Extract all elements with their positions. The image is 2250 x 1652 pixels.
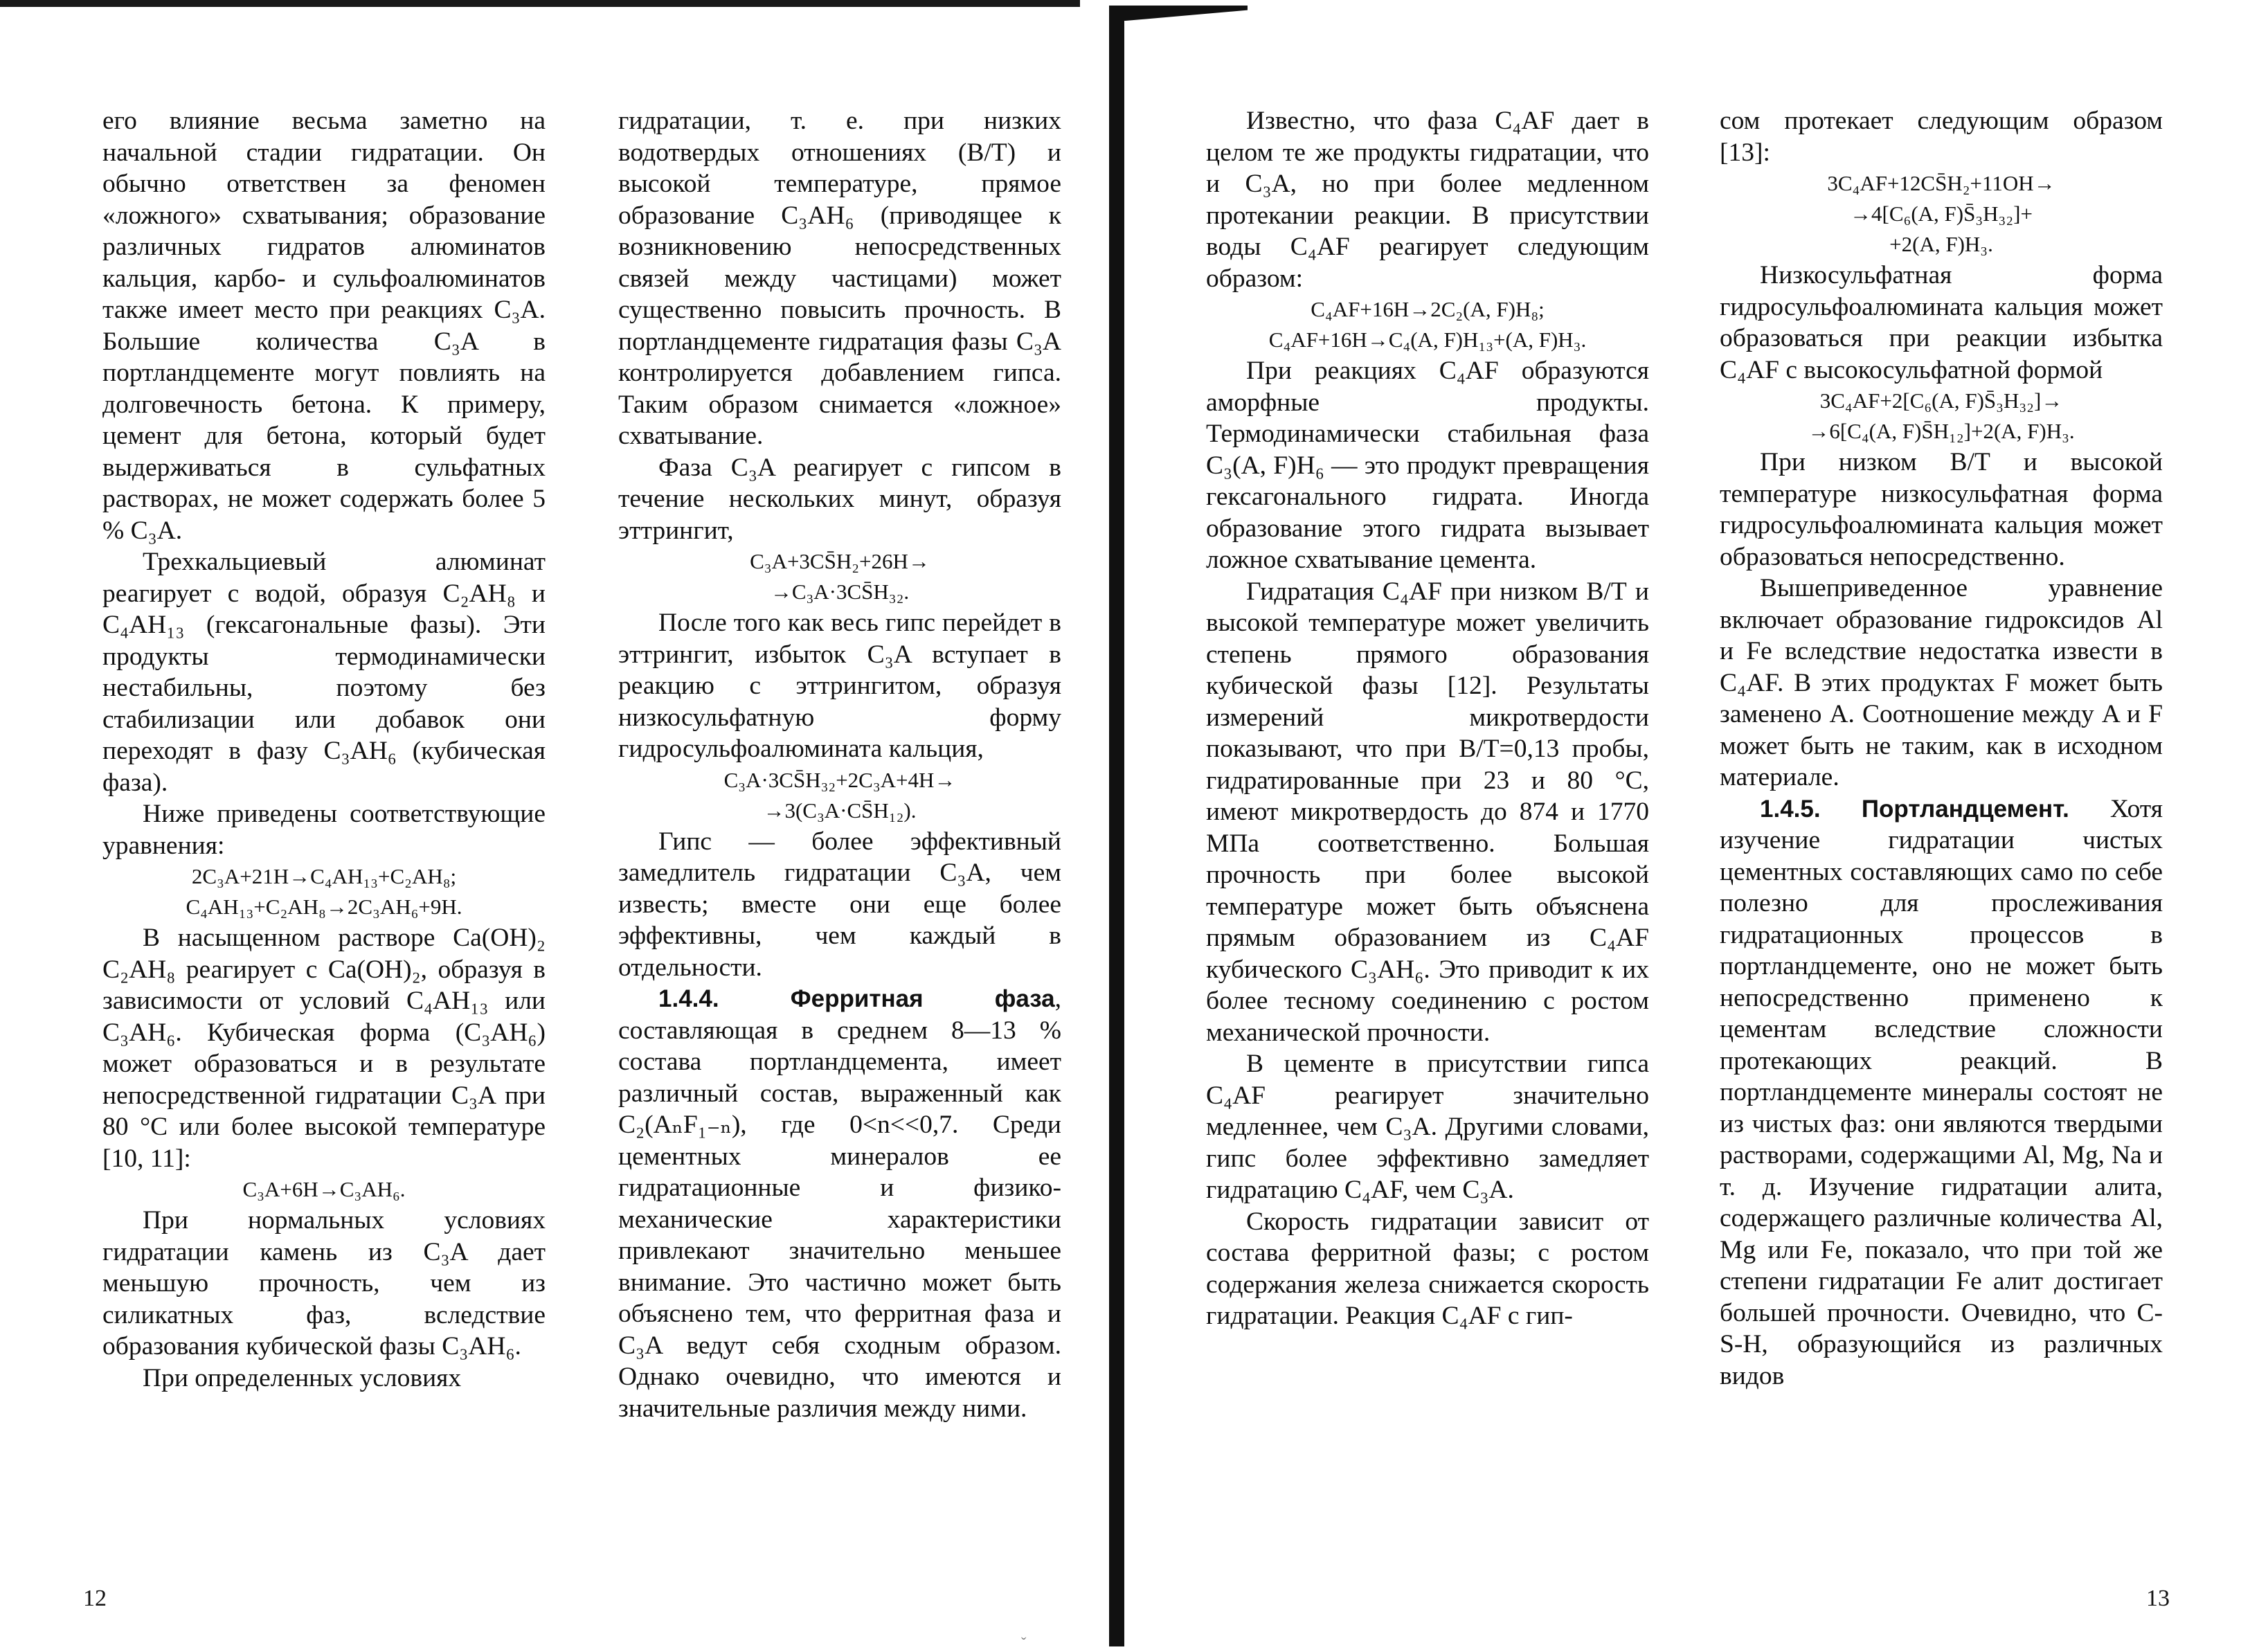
paragraph: При низком В/Т и высокой температуре низкосульфатная форма гидросульфоалюмината кальция может образоваться непосредственно.	[1720, 448, 2163, 571]
section-heading: 1.4.4. Ферритная фаза	[658, 985, 1055, 1012]
paragraph-text: , составляющая в среднем 8—13 % состава портландцемента, имеет различный состав, выраженный как C₂(AₙF₁₋ₙ), где 0<n<<0,7. Среди цементных минералов ее гидратационные и физико-механические характеристики привлекают значительно меньшее внимание. Это частично может быть объяснено тем, что ферритная фаза и C₃A ведут себя сходным образом. Однако очевидно, что имеются и значительные различия между ними.	[618, 985, 1061, 1423]
equation: →3(C₃A·CS̄H₁₂).	[763, 798, 917, 823]
paragraph: гидратации, т. е. при низких водотвердых отношениях (В/Т) и высокой температуре, прямое образование C₃AH₆ (приводящее к возникновению непосредственных связей между частицами) может существенно повысить прочность. В портландцементе гидратация фазы C₃A контролируется добавлением гипса. Таким образом снимается «ложное» схватывание.	[618, 107, 1061, 450]
equation: 3C₄AF+2[C₆(A, F)S̄₃H₃₂]→	[1819, 388, 2063, 413]
paragraph: При реакциях C₄AF образуются аморфные продукты. Термодинамически стабильная фаза C₃(A, F)H₆ — это продукт превращения гексагонального гидрата. Иногда образование этого гидрата вызывает ложное схватывание цемента.	[1206, 357, 1649, 574]
paragraph: Скорость гидратации зависит от состава ферритной фазы; с ростом содержания железа снижается скорость гидратации. Реакция C₄AF с гип-	[1206, 1207, 1649, 1330]
paragraph: Фаза C₃A реагирует с гипсом в течение нескольких минут, образуя эттрингит,	[618, 453, 1061, 545]
section-heading: 1.4.5. Портландцемент.	[1760, 795, 2069, 823]
equation: C₃A·3CS̄H₃₂+2C₃A+4H→	[723, 767, 956, 792]
column-1	[102, 105, 546, 1394]
paragraph: Известно, что фаза C₄AF дает в целом те же продукты гидратации, что и C₃A, но при более медленном протекании реакции. В присутствии воды C₄AF реагирует следующим образом:	[1206, 107, 1649, 293]
equation: C₄AF+16H→2C₂(A, F)H₈;	[1311, 297, 1545, 321]
paragraph: В насыщенном растворе Ca(OH)₂ C₂AH₈ реагирует с Ca(OH)₂, образуя в зависимости от условий C₄AH₁₃ или C₃AH₆. Кубическая форма (C₃AH₆) может образоваться и в результате непосредственной гидратации C₃A при 80 °C или более высокой температуре [10, 11]:	[102, 924, 546, 1173]
equation: 2C₃A+21H→C₄AH₁₃+C₂AH₈;	[191, 864, 457, 888]
paragraph: Вышеприведенное уравнение включает образование гидроксидов Al и Fe вследствие недостатка извести в C₄AF. В этих продуктах F может быть заменено A. Соотношение между A и F может быть не таким, как в исходном материале.	[1720, 574, 2163, 791]
right-page	[1135, 0, 2250, 1652]
paragraph: Ниже приведены соответствующие уравнения:	[102, 800, 546, 860]
paragraph: сом протекает следующим образом [13]:	[1720, 107, 2163, 167]
paragraph: При определенных условиях	[143, 1363, 462, 1392]
paragraph: Гидратация C₄AF при низком В/Т и высокой температуре может увеличить степень прямого образования кубической фазы [12]. Результаты измерений микротвердости показывают, что при В/Т=0,13 пробы, гидратированные при 23 и 80 °C, имеют микротвердость до 874 и 1770 МПа соответственно. Большая прочность при более высокой температуре может быть объяснена прямым образованием из C₄AF кубического C₃AH₆. Это приводит к их более тесному соединению с ростом механической прочности.	[1206, 577, 1649, 1047]
paragraph-text: Хотя изучение гидратации чистых цементных составляющих само по себе полезно для прослеживания гидратационных процессов в портландцементе, оно не может быть непосредственно применено к цементам вследствие сложности протекающих реакций. В портландцементе минералы состоят не из чистых фаз: они являются твердыми растворами, содержащими Al, Mg, Na и т. д. Изучение гидратации алита, содержащего различные количества Al, Mg или Fe, показало, что при той же степени гидратации Fe алит достигает большей прочности. Очевидно, что C-S-H, образующийся из различных видов	[1720, 794, 2163, 1390]
column-2	[618, 105, 1061, 1424]
page-number: 13	[2146, 1586, 2170, 1611]
paragraph: Гипс — более эффективный замедлитель гидратации C₃A, чем известь; вместе они еще более эффективны, чем каждый в отдельности.	[618, 827, 1061, 982]
column-3	[1206, 105, 1649, 1332]
paragraph: После того как весь гипс перейдет в эттрингит, избыток C₃A вступает в реакцию с эттрингитом, образуя низкосульфатную форму гидросульфоалюмината кальция,	[618, 609, 1061, 763]
equation: C₃A+3CS̄H₂+26H→	[750, 549, 930, 573]
paragraph: Трехкальциевый алюминат реагирует с водой, образуя C₂AH₈ и C₄AH₁₃ (гексагональные фазы). Эти продукты термодинамически нестабильны, поэтому без стабилизации или добавок они переходят в фазу C₃AH₆ (кубическая фаза).	[102, 548, 546, 797]
paragraph: В цементе в присутствии гипса C₄AF реагирует значительно медленнее, чем C₃A. Другими словами, гипс более эффективно замедляет гидратацию C₄AF, чем C₃A.	[1206, 1050, 1649, 1204]
equation: →6[C₄(A, F)S̄H₁₂]+2(A, F)H₃.	[1808, 419, 2075, 443]
paragraph: При нормальных условиях гидратации камень из C₃A дает меньшую прочность, чем из силикатных фаз, вследствие образования кубической фазы C₃AH₆.	[102, 1206, 546, 1361]
left-page	[0, 0, 1108, 1652]
equation: C₄AF+16H→C₄(A, F)H₁₃+(A, F)H₃.	[1268, 327, 1587, 352]
equation: +2(A, F)H₃.	[1889, 232, 1993, 256]
print-speck: ˇ	[1021, 1634, 1027, 1651]
paragraph: его влияние весьма заметно на начальной стадии гидратации. Он обычно ответствен за феномен «ложного» схватывания; образование различных гидратов алюминатов кальция, карбо- и сульфоалюминатов также имеет место при реакциях C₃A. Большие количества C₃A в портландцементе могут повлиять на долговечность бетона. К примеру, цемент для бетона, который будет выдерживаться в сульфатных растворах, не может содержать более 5 % C₃A.	[102, 107, 546, 545]
page-number: 12	[83, 1586, 107, 1611]
equation: →4[C₆(A, F)S̄₃H₃₂]+	[1850, 201, 2033, 226]
paragraph	[618, 983, 1061, 1424]
equation: C₄AH₁₃+C₂AH₈→2C₃AH₆+9H.	[186, 895, 462, 919]
paragraph	[1720, 793, 2163, 1392]
equation: 3C₄AF+12CS̄H₂+11OH→	[1827, 171, 2055, 195]
column-4	[1720, 105, 2163, 1392]
equation: →C₃A·3CS̄H₃₂.	[770, 580, 910, 604]
equation: C₃A+6H→C₃AH₆.	[242, 1177, 406, 1201]
book-spine	[1109, 6, 1124, 1646]
paragraph: Низкосульфатная форма гидросульфоалюмината кальция может образоваться при реакции избытка C₄AF с высокосульфатной формой	[1720, 261, 2163, 384]
